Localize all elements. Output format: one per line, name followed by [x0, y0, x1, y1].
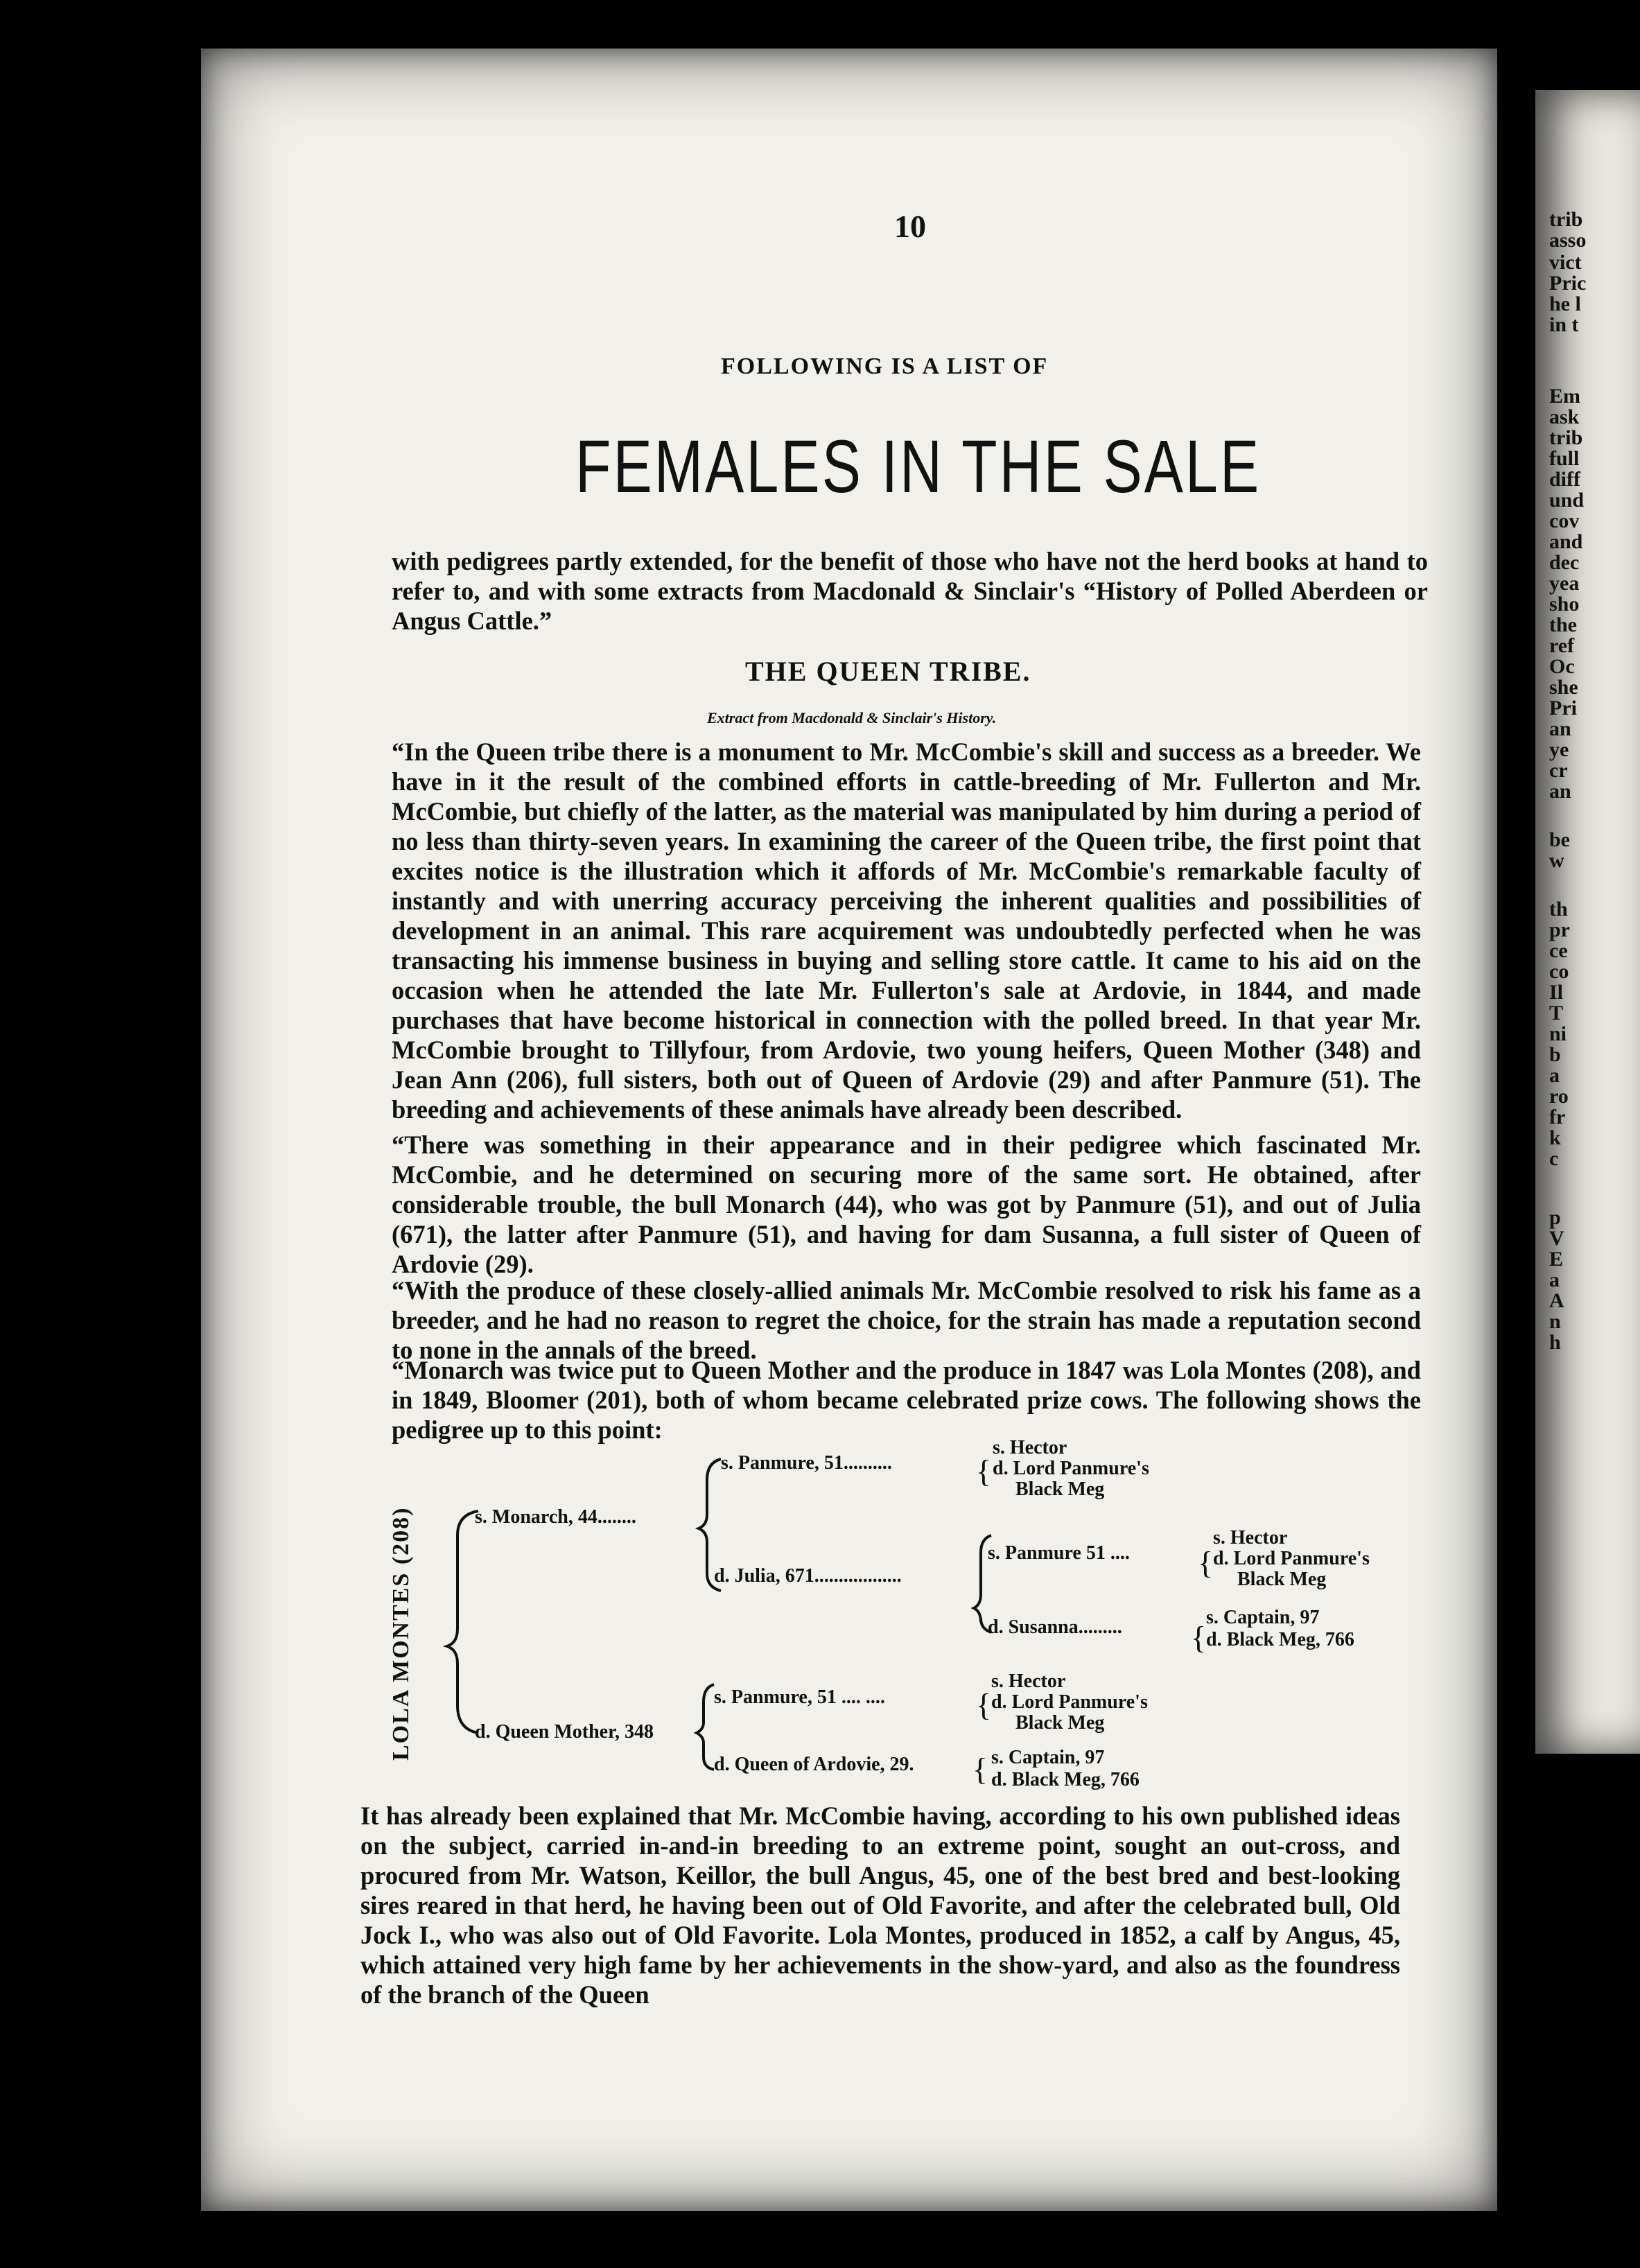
margin-fragment: Pri [1549, 697, 1577, 719]
margin-fragment: E [1549, 1248, 1564, 1271]
margin-fragment: V [1549, 1227, 1564, 1250]
pedigree-dam-dam-s: s. Captain, 97 [991, 1747, 1105, 1768]
pedigree-sire-sire-d2: Black Meg [1015, 1478, 1105, 1500]
pedigree-sire-sire-s: s. Hector [993, 1437, 1067, 1458]
margin-fragment: vict [1549, 251, 1582, 274]
margin-fragment: Oc [1549, 655, 1575, 678]
margin-fragment: the [1549, 613, 1577, 636]
margin-fragment: an [1549, 717, 1571, 740]
margin-fragment: full [1549, 447, 1580, 470]
margin-fragment: ask [1549, 405, 1580, 428]
margin-fragment: fr [1549, 1106, 1566, 1128]
margin-fragment: b [1549, 1043, 1561, 1066]
pedigree-sire-dam: d. Julia, 671.................. [714, 1565, 902, 1587]
margin-fragment: trib [1549, 426, 1583, 449]
list-heading: FOLLOWING IS A LIST OF [721, 354, 1049, 379]
svg-text:{: { [1191, 1620, 1207, 1655]
quote-paragraph-4: “Monarch was twice put to Queen Mother and the produce in 1847 was Lola Montes (208), and in 1849, Bloomer (201), both of whom became celebrated prize cows. The following shows the pedigree up to this point: [392, 1356, 1421, 1444]
pedigree-sire-dam-dam: d. Susanna......... [988, 1616, 1122, 1638]
margin-fragment: he l [1549, 293, 1581, 315]
margin-fragment: an [1549, 780, 1571, 803]
margin-fragment: sho [1549, 593, 1580, 616]
margin-fragment: p [1549, 1206, 1561, 1229]
margin-fragment: ni [1549, 1022, 1567, 1045]
pedigree-sire-dam-sire-d2: Black Meg [1237, 1569, 1327, 1590]
pedigree-dam-sire-d1: d. Lord Panmure's [991, 1691, 1148, 1713]
pedigree-sire-dam-sire-d1: d. Lord Panmure's [1213, 1548, 1370, 1569]
pedigree-sire-dam-dam-s: s. Captain, 97 [1206, 1607, 1320, 1628]
margin-fragment: cov [1549, 509, 1580, 532]
margin-fragment: Il [1549, 981, 1564, 1004]
svg-text:{: { [1198, 1545, 1214, 1580]
pedigree-dam-dam: d. Queen of Ardovie, 29. [714, 1754, 914, 1775]
margin-fragment: n [1549, 1310, 1561, 1333]
body-paragraph: It has already been explained that Mr. McCombie having, according to his own published ideas on the subject, carried in-and-in breeding to an extreme point, sought an out-cross, and procured from Mr. Watson, Keillor, the bull Angus, 45, one of the best bred and best-looking sires reared in that herd, he having been out of Old Favorite, and after the celebrated bull, Old Jock I., who was also out of Old Favorite. Lola Montes, produced in 1852, a calf by Angus, 45, which attained very high fame by her achievements in the show-yard, and also as the foundress of the branch of the Queen [360, 1802, 1400, 2009]
margin-fragment: co [1549, 960, 1569, 983]
margin-fragment: she [1549, 676, 1578, 699]
margin-fragment: trib [1549, 208, 1583, 231]
section-title: THE QUEEN TRIBE. [745, 656, 1031, 687]
margin-fragment: yea [1549, 572, 1580, 595]
margin-fragment: a [1549, 1064, 1560, 1087]
page-title: FEMALES IN THE SALE [575, 424, 1262, 508]
margin-fragment: ref [1549, 634, 1575, 657]
svg-text:{: { [972, 1752, 988, 1787]
margin-fragment: Em [1549, 385, 1580, 408]
margin-fragment: Pric [1549, 272, 1587, 295]
pedigree-dam-sire-s: s. Hector [991, 1671, 1066, 1692]
pedigree-subject: LOLA MONTES (208) [388, 1506, 414, 1761]
pedigree-dam-dam-d: d. Black Meg, 766 [991, 1769, 1140, 1790]
margin-fragment: in t [1549, 313, 1579, 336]
margin-fragment: asso [1549, 229, 1587, 252]
pedigree-sire-dam-sire: s. Panmure 51 .... [988, 1542, 1130, 1564]
margin-fragment: c [1549, 1147, 1559, 1170]
margin-fragment: ce [1549, 939, 1568, 962]
margin-fragment: w [1549, 849, 1564, 872]
margin-fragment: th [1549, 898, 1568, 921]
pedigree-dam: d. Queen Mother, 348 [475, 1721, 654, 1743]
margin-fragment: cr [1549, 759, 1568, 782]
quote-paragraph-2: “There was something in their appearance and in their pedigree which fascinated Mr. McCombie, and he determined on securing more of the same sort. He obtained, after considerable trouble, the bull Monarch (44), who was got by Panmure (51), and out of Julia (671), the latter after Panmure (51), and having for dam Susanna, a full sister of Queen of Ardovie (29). [392, 1131, 1421, 1278]
margin-fragment: a [1549, 1268, 1560, 1291]
margin-fragment: dec [1549, 551, 1580, 574]
extract-note: Extract from Macdonald & Sinclair's History. [707, 709, 997, 726]
margin-fragment: A [1549, 1289, 1564, 1312]
margin-fragment: ye [1549, 738, 1569, 761]
quote-paragraph-3: “With the produce of these closely-allied animals Mr. McCombie resolved to risk his fame as a breeder, and he had no reason to regret the choice, for the strain has made a reputation second to none in the annals of the breed. [392, 1276, 1421, 1364]
pedigree-sire-dam-sire-s: s. Hector [1213, 1527, 1288, 1549]
pedigree-sire-sire: s. Panmure, 51.......... [721, 1452, 892, 1474]
svg-text:{: { [976, 1687, 992, 1722]
margin-fragment: k [1549, 1126, 1561, 1149]
pedigree-sire: s. Monarch, 44........ [475, 1506, 636, 1528]
pedigree-sire-dam-dam-d: d. Black Meg, 766 [1206, 1629, 1354, 1650]
margin-fragment: ro [1549, 1085, 1569, 1108]
margin-fragment: pr [1549, 918, 1570, 941]
margin-fragment: diff [1549, 468, 1580, 491]
page-number: 10 [894, 209, 926, 244]
pedigree-dam-sire-d2: Black Meg [1015, 1712, 1105, 1734]
pedigree-dam-sire: s. Panmure, 51 .... .... [714, 1686, 885, 1708]
margin-fragment: T [1549, 1002, 1564, 1024]
margin-fragment: h [1549, 1331, 1561, 1354]
pedigree-sire-sire-d1: d. Lord Panmure's [993, 1458, 1149, 1479]
intro-paragraph: with pedigrees partly extended, for the benefit of those who have not the herd books at hand to refer to, and with some extracts from Macdonald & Sinclair's “History of Polled Aberdeen or Angus Cattle.” [392, 547, 1428, 635]
margin-fragment: und [1549, 489, 1585, 512]
margin-fragment: and [1549, 530, 1583, 553]
quote-paragraph-1: “In the Queen tribe there is a monument to Mr. McCombie's skill and success as a breeder. We have in it the result of the combined efforts in cattle-breeding of Mr. Fullerton and Mr. McCombie, but chiefly of the latter, as the material was manipulated by him during a period of no less than thirty-seven years. In examining the career of the Queen tribe, the first point that excites notice is the illustration which it affords of Mr. McCombie's remarkable faculty of instantly and with unerring accuracy perceiving the inherent qualities and possibilities of development in an animal. This rare acquirement was undoubtedly perfected when he was transacting his immense business in buying and selling store cattle. It came to his aid on the occasion when he attended the late Mr. Fullerton's sale at Ardovie, in 1844, and made purchases that have become historical in connection with the polled breed. In that year Mr. McCombie brought to Tillyfour, from Ardovie, two young heifers, Queen Mother (348) and Jean Ann (206), full sisters, both out of Queen of Ardovie (29) and after Panmure (51). The breeding and achievements of these animals have already been described. [392, 738, 1421, 1124]
margin-fragment: be [1549, 828, 1570, 851]
svg-text:{: { [976, 1454, 992, 1489]
